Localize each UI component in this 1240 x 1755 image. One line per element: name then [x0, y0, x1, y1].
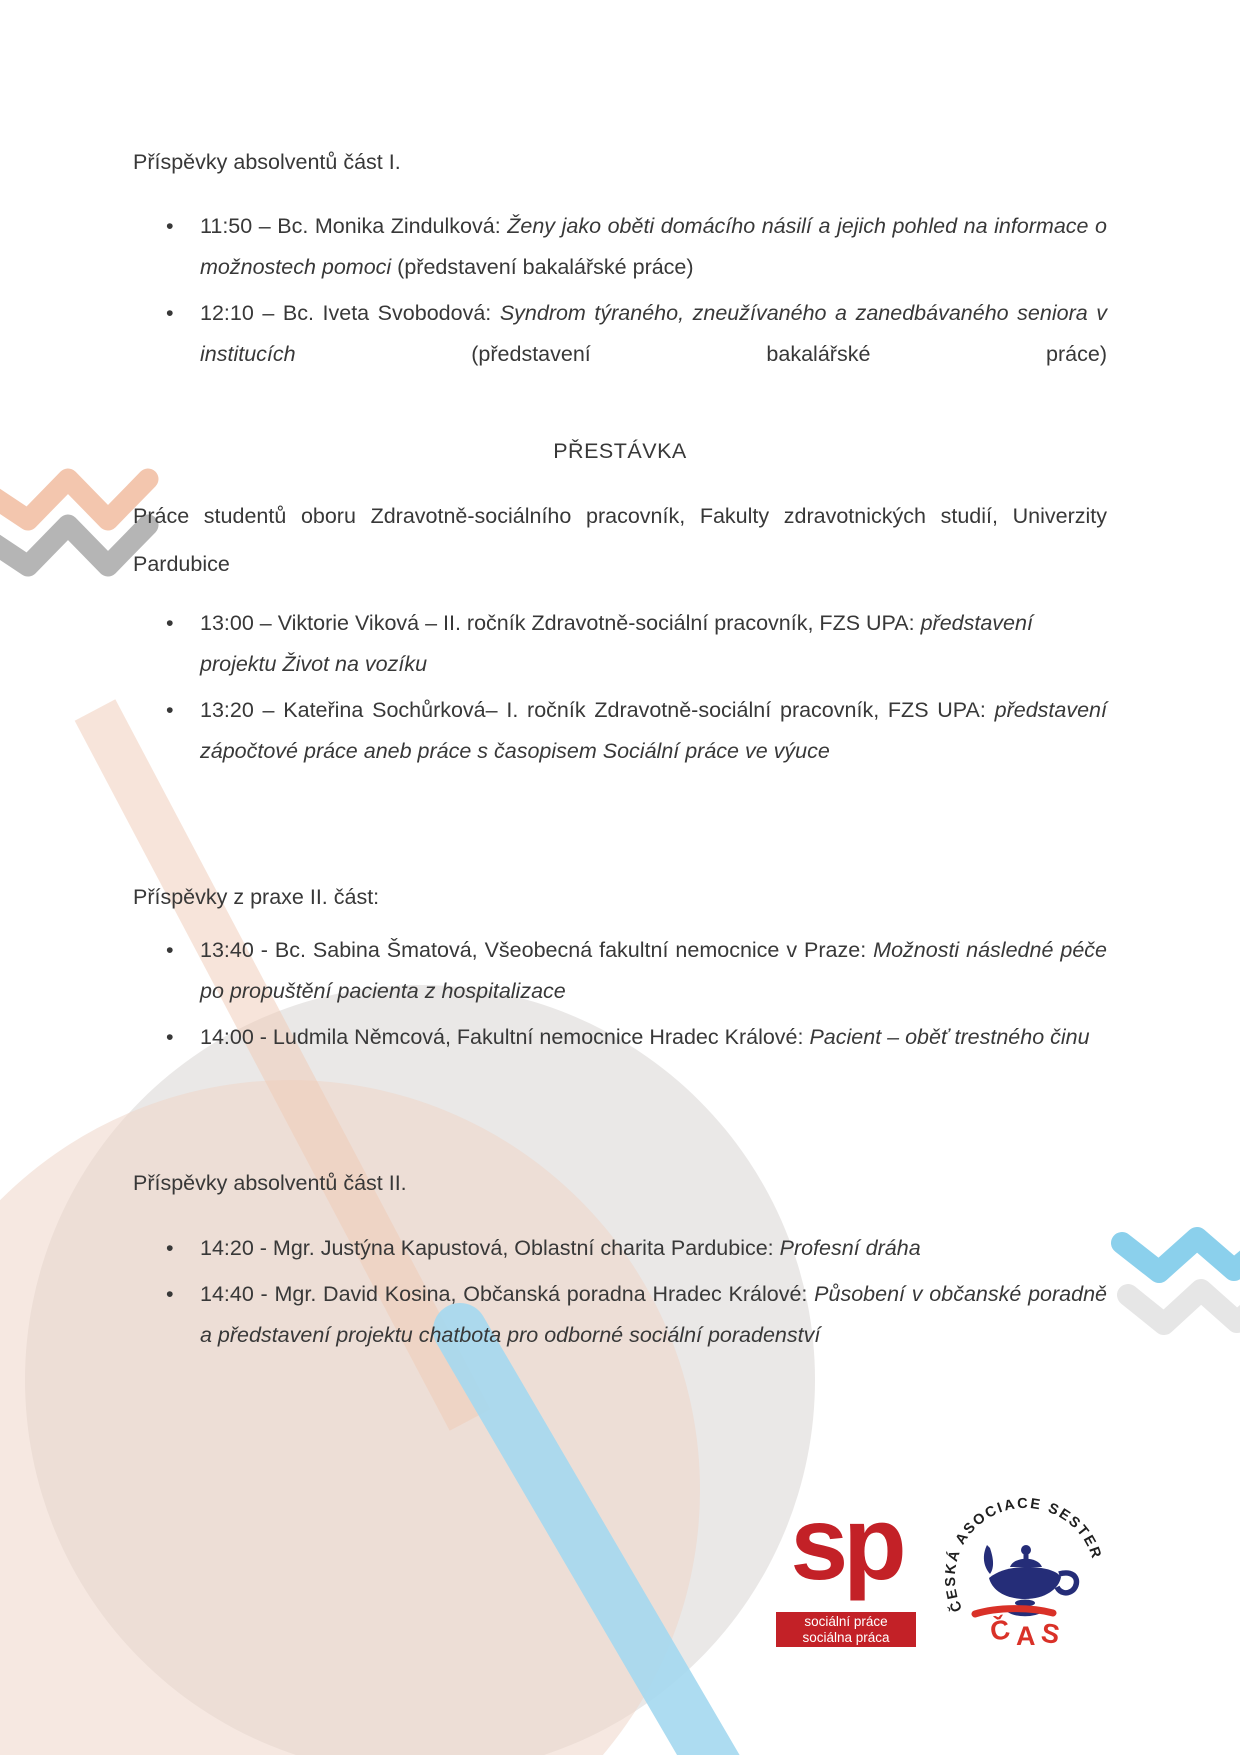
talk-meta: 13:40 - Bc. Sabina Šmatová, Všeobecná fakultní nemocnice v Praze: [200, 938, 874, 962]
intro-paragraph: Práce studentů oboru Zdravotně-sociálního pracovník, Fakulty zdravotnických studií, Univerzity Pardubice [133, 504, 1107, 576]
zigzag-gray-left-icon [0, 525, 148, 566]
sp-logo [776, 1484, 916, 1645]
section-heading-1: Příspěvky absolventů část I. [133, 150, 401, 174]
agenda-item [133, 690, 1107, 772]
talk-title: Pacient – oběť trestného činu [809, 1025, 1090, 1049]
agenda-list-2 [133, 603, 1107, 772]
sp-label-box [776, 1612, 916, 1647]
talk-meta: (představení bakalářské práce) [391, 255, 694, 279]
talk-meta: (představení bakalářské práce) [295, 342, 1107, 366]
talk-title: představení projektu Život na vozíku [200, 611, 1033, 676]
agenda-item [133, 206, 1107, 288]
zigzag-gray-right-icon [1128, 1290, 1240, 1324]
sp-label-line1: sociální práce [804, 1613, 888, 1629]
zigzag-salmon-icon [0, 479, 148, 520]
cas-letter-a: A [1016, 1621, 1036, 1651]
agenda-item [133, 293, 1107, 375]
zigzag-blue-icon [1122, 1238, 1240, 1272]
talk-title: Působení v občanské poradně a představení projektu chatbota pro odborné sociální poradenství [200, 1282, 1107, 1347]
agenda-item [133, 1228, 1107, 1269]
cas-ring-text: ČESKÁ ASOCIACE SESTER [942, 1495, 1105, 1615]
cas-letter-c: Č [987, 1613, 1013, 1647]
agenda-list-3 [133, 930, 1107, 1058]
agenda-list-4 [133, 1228, 1107, 1356]
talk-meta: 13:00 – Viktorie Viková – II. ročník Zdravotně-sociální pracovník, FZS UPA: [200, 611, 921, 635]
break-heading: PŘESTÁVKA [553, 439, 687, 463]
cas-letters [988, 1613, 1062, 1651]
agenda-item [133, 603, 1107, 685]
agenda-item [133, 1274, 1107, 1356]
talk-meta: 14:20 - Mgr. Justýna Kapustová, Oblastní charita Pardubice: [200, 1236, 780, 1260]
talk-title: Možnosti následné péče po propuštění pacienta z hospitalizace [200, 938, 1107, 1003]
talk-title: Ženy jako oběti domácího násilí a jejich pohled na informace o možnostech pomoci [200, 214, 1107, 279]
sp-wordmark: sp [790, 1486, 902, 1602]
agenda-item [133, 930, 1107, 1012]
talk-meta: 12:10 – Bc. Iveta Svobodová: [200, 301, 500, 325]
talk-meta: 14:00 - Ludmila Němcová, Fakultní nemocnice Hradec Králové: [200, 1025, 810, 1049]
talk-title: představení zápočtové práce aneb práce s časopisem Sociální práce ve výuce [200, 698, 1107, 763]
talk-title: Profesní dráha [779, 1236, 921, 1260]
cas-logo [905, 1485, 1105, 1675]
cas-letter-s: S [1038, 1617, 1062, 1651]
talk-meta: 13:20 – Kateřina Sochůrková– I. ročník Zdravotně-sociální pracovník, FZS UPA: [200, 698, 995, 722]
section-heading-2: Příspěvky z praxe II. část: [133, 885, 380, 909]
agenda-item [133, 1017, 1107, 1058]
talk-meta: 11:50 – Bc. Monika Zindulková: [200, 214, 508, 238]
talk-meta: 14:40 - Mgr. David Kosina, Občanská poradna Hradec Králové: [200, 1282, 815, 1306]
agenda-list-1 [133, 206, 1107, 375]
sp-label-line2: sociálna práca [802, 1629, 890, 1645]
section-heading-3: Příspěvky absolventů část II. [133, 1171, 407, 1195]
talk-title: Syndrom týraného, zneužívaného a zanedbávaného seniora v institucích [200, 301, 1107, 366]
oil-lamp-icon [984, 1545, 1061, 1607]
